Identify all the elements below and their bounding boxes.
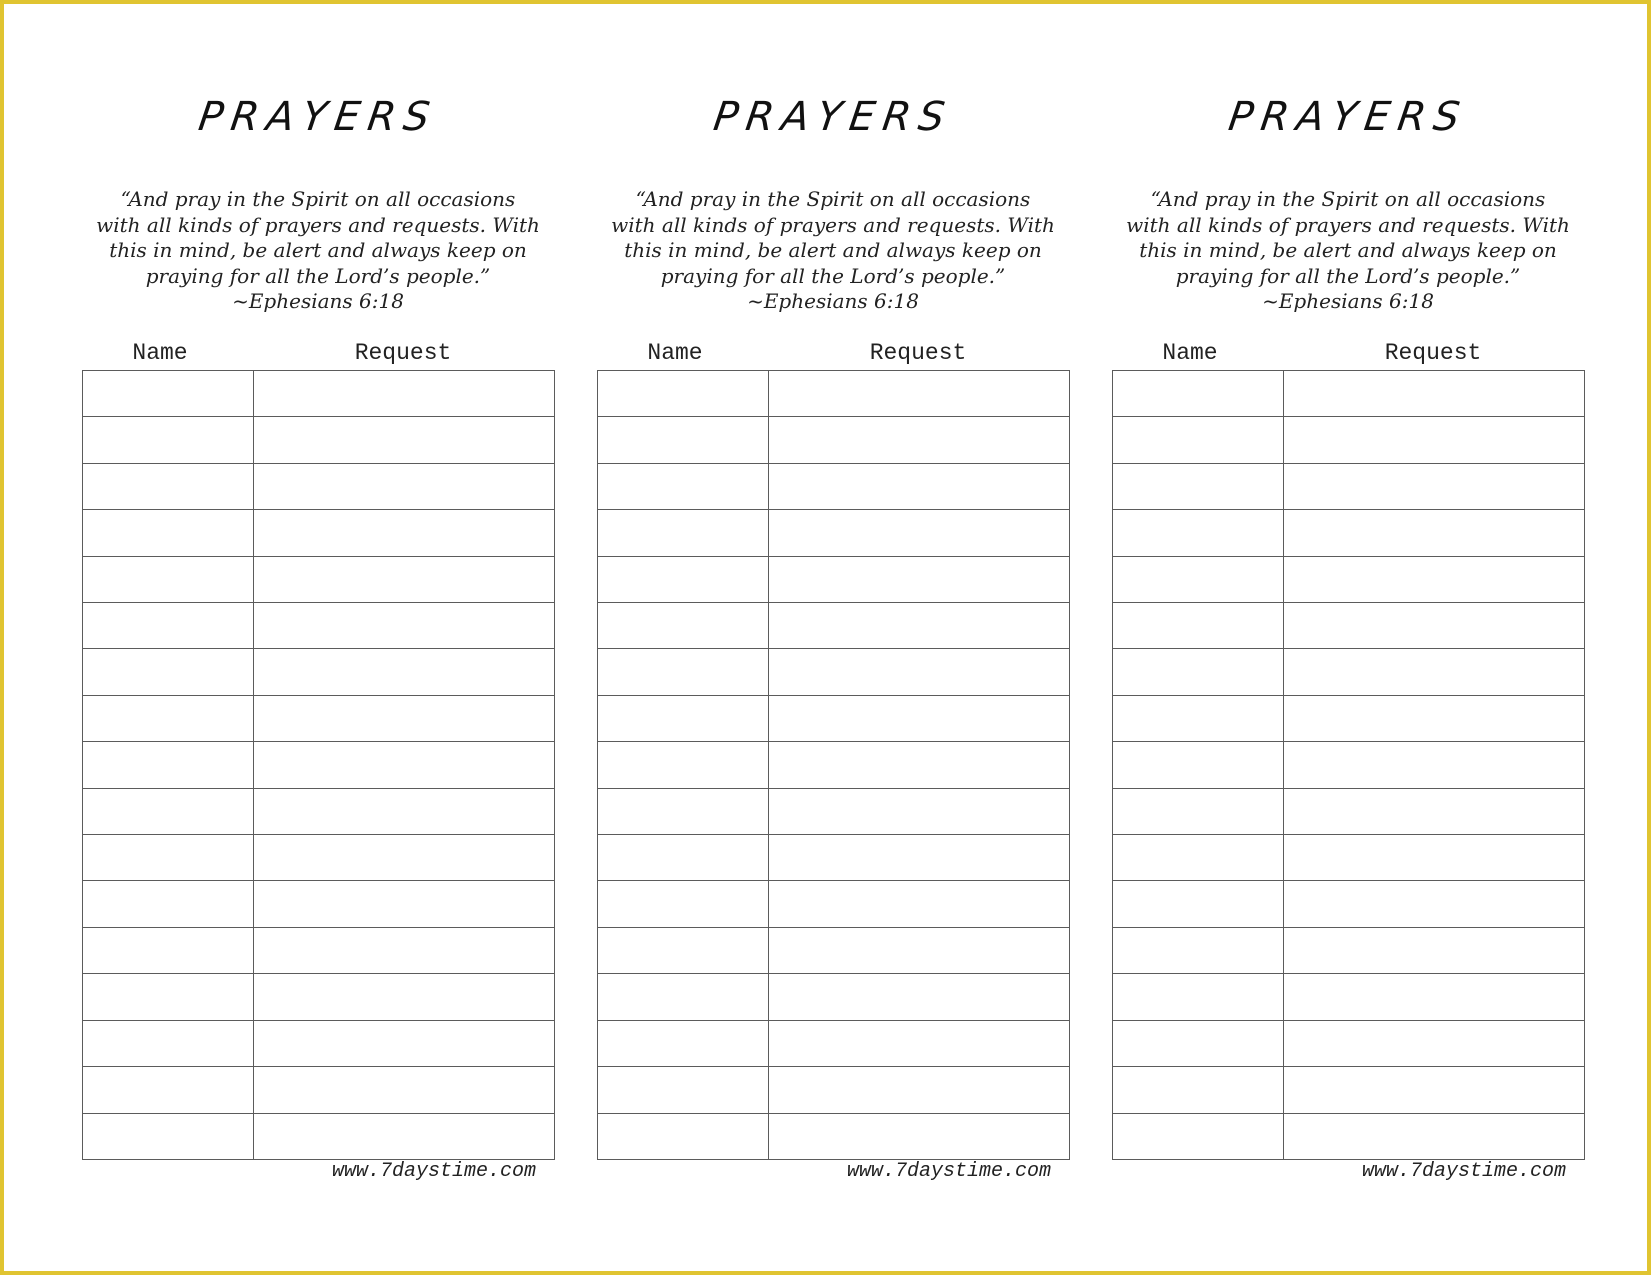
request-cell	[1284, 371, 1585, 417]
prayer-panel	[82, 4, 554, 1279]
column-header-request: Request	[869, 340, 967, 366]
table-row	[598, 1067, 1070, 1113]
name-cell	[1113, 417, 1284, 463]
request-cell	[769, 695, 1070, 741]
name-cell	[83, 1067, 254, 1113]
table-row	[83, 1113, 555, 1160]
footer-url: www.7daystime.com	[1361, 1160, 1566, 1183]
name-cell	[598, 788, 769, 834]
request-cell	[1284, 742, 1585, 788]
table-row	[83, 695, 555, 741]
name-cell	[1113, 788, 1284, 834]
request-cell	[254, 556, 555, 602]
verse-line: this in mind, be alert and always keep on	[109, 238, 527, 262]
request-cell	[769, 463, 1070, 509]
table-row	[1113, 556, 1585, 602]
name-cell	[598, 649, 769, 695]
column-header-name: Name	[647, 340, 703, 366]
name-cell	[598, 881, 769, 927]
verse-citation: ~Ephesians 6:18	[1262, 289, 1434, 313]
table-row	[598, 463, 1070, 509]
table-row	[1113, 742, 1585, 788]
request-cell	[254, 974, 555, 1020]
request-cell	[1284, 649, 1585, 695]
name-cell	[1113, 556, 1284, 602]
table-row	[83, 417, 555, 463]
table-row	[1113, 788, 1585, 834]
name-cell	[598, 510, 769, 556]
name-cell	[598, 463, 769, 509]
verse-line: praying for all the Lord’s people.”	[145, 263, 491, 288]
request-cell	[769, 1067, 1070, 1113]
name-cell	[598, 603, 769, 649]
request-cell	[254, 463, 555, 509]
name-cell	[598, 1113, 769, 1160]
table-row	[598, 510, 1070, 556]
table-row	[1113, 835, 1585, 881]
name-cell	[1113, 695, 1284, 741]
request-cell	[1284, 695, 1585, 741]
name-cell	[1113, 1113, 1284, 1160]
request-cell	[254, 371, 555, 417]
name-cell	[1113, 1067, 1284, 1113]
request-cell	[769, 835, 1070, 881]
request-cell	[1284, 788, 1585, 834]
name-cell	[1113, 742, 1284, 788]
request-cell	[1284, 603, 1585, 649]
table-row	[1113, 510, 1585, 556]
name-cell	[1113, 1020, 1284, 1066]
name-cell	[83, 463, 254, 509]
table-row	[83, 742, 555, 788]
request-cell	[254, 417, 555, 463]
request-cell	[1284, 927, 1585, 973]
verse-line: “And pray in the Spirit on all occasions	[1150, 187, 1546, 211]
table-row	[598, 835, 1070, 881]
name-cell	[83, 788, 254, 834]
request-cell	[254, 1113, 555, 1160]
name-cell	[598, 695, 769, 741]
table-row	[83, 649, 555, 695]
table-row	[83, 1067, 555, 1113]
verse-quote	[82, 187, 554, 315]
verse-line: with all kinds of prayers and requests. With	[611, 212, 1055, 237]
verse-line: “And pray in the Spirit on all occasions	[635, 187, 1031, 211]
request-cell	[254, 927, 555, 973]
name-cell	[1113, 881, 1284, 927]
column-header-request: Request	[1384, 340, 1482, 366]
table-row	[83, 881, 555, 927]
request-cell	[769, 881, 1070, 927]
name-cell	[83, 881, 254, 927]
table-row	[598, 927, 1070, 973]
request-cell	[769, 742, 1070, 788]
prayer-table	[82, 370, 555, 1160]
request-cell	[254, 788, 555, 834]
verse-line: praying for all the Lord’s people.”	[1175, 263, 1521, 288]
request-cell	[769, 788, 1070, 834]
request-cell	[1284, 510, 1585, 556]
table-row	[598, 649, 1070, 695]
name-cell	[598, 835, 769, 881]
table-row	[83, 510, 555, 556]
name-cell	[1113, 603, 1284, 649]
footer-url: www.7daystime.com	[846, 1160, 1051, 1183]
name-cell	[1113, 974, 1284, 1020]
table-row	[1113, 417, 1585, 463]
name-cell	[83, 974, 254, 1020]
verse-line: this in mind, be alert and always keep on	[624, 238, 1042, 262]
name-cell	[1113, 510, 1284, 556]
table-row	[83, 371, 555, 417]
request-cell	[1284, 974, 1585, 1020]
verse-line: this in mind, be alert and always keep on	[1139, 238, 1557, 262]
panel-title: PRAYERS	[710, 94, 956, 140]
table-row	[1113, 603, 1585, 649]
request-cell	[769, 974, 1070, 1020]
request-cell	[769, 371, 1070, 417]
name-cell	[83, 510, 254, 556]
name-cell	[83, 417, 254, 463]
verse-citation: ~Ephesians 6:18	[747, 289, 919, 313]
request-cell	[254, 603, 555, 649]
request-cell	[254, 1067, 555, 1113]
panel-title: PRAYERS	[1225, 94, 1471, 140]
name-cell	[1113, 927, 1284, 973]
prayer-panel	[597, 4, 1069, 1279]
prayer-table	[1112, 370, 1585, 1160]
table-row	[598, 742, 1070, 788]
request-cell	[254, 649, 555, 695]
table-row	[83, 603, 555, 649]
name-cell	[83, 695, 254, 741]
verse-quote	[1112, 187, 1584, 315]
request-cell	[769, 510, 1070, 556]
request-cell	[769, 1020, 1070, 1066]
name-cell	[83, 1020, 254, 1066]
table-row	[1113, 927, 1585, 973]
request-cell	[769, 927, 1070, 973]
name-cell	[83, 556, 254, 602]
table-row	[598, 603, 1070, 649]
name-cell	[83, 1113, 254, 1160]
name-cell	[598, 927, 769, 973]
table-row	[598, 788, 1070, 834]
request-cell	[1284, 417, 1585, 463]
table-row	[83, 927, 555, 973]
table-row	[598, 881, 1070, 927]
request-cell	[769, 417, 1070, 463]
verse-quote	[597, 187, 1069, 315]
table-row	[1113, 371, 1585, 417]
table-row	[1113, 695, 1585, 741]
request-cell	[1284, 1020, 1585, 1066]
table-row	[1113, 463, 1585, 509]
column-header-name: Name	[132, 340, 188, 366]
table-row	[598, 695, 1070, 741]
table-row	[1113, 1067, 1585, 1113]
name-cell	[598, 1067, 769, 1113]
verse-line: praying for all the Lord’s people.”	[660, 263, 1006, 288]
request-cell	[254, 835, 555, 881]
request-cell	[254, 1020, 555, 1066]
table-row	[598, 1020, 1070, 1066]
name-cell	[598, 742, 769, 788]
request-cell	[1284, 881, 1585, 927]
table-row	[83, 835, 555, 881]
table-row	[598, 556, 1070, 602]
request-cell	[1284, 835, 1585, 881]
table-row	[83, 463, 555, 509]
name-cell	[83, 835, 254, 881]
name-cell	[83, 649, 254, 695]
table-row	[83, 556, 555, 602]
table-row	[83, 1020, 555, 1066]
name-cell	[1113, 463, 1284, 509]
name-cell	[598, 1020, 769, 1066]
column-header-request: Request	[354, 340, 452, 366]
table-row	[83, 974, 555, 1020]
request-cell	[254, 695, 555, 741]
name-cell	[83, 371, 254, 417]
request-cell	[254, 881, 555, 927]
request-cell	[254, 510, 555, 556]
name-cell	[83, 927, 254, 973]
verse-line: “And pray in the Spirit on all occasions	[120, 187, 516, 211]
name-cell	[598, 417, 769, 463]
table-row	[598, 371, 1070, 417]
request-cell	[769, 556, 1070, 602]
table-row	[598, 1113, 1070, 1160]
verse-line: with all kinds of prayers and requests. With	[1126, 212, 1570, 237]
table-row	[1113, 649, 1585, 695]
column-header-name: Name	[1162, 340, 1218, 366]
request-cell	[1284, 1067, 1585, 1113]
name-cell	[598, 556, 769, 602]
table-row	[598, 974, 1070, 1020]
table-row	[1113, 1113, 1585, 1160]
request-cell	[769, 649, 1070, 695]
name-cell	[1113, 371, 1284, 417]
prayer-panel	[1112, 4, 1584, 1279]
name-cell	[1113, 835, 1284, 881]
table-row	[1113, 881, 1585, 927]
table-row	[83, 788, 555, 834]
table-row	[598, 417, 1070, 463]
request-cell	[769, 603, 1070, 649]
name-cell	[1113, 649, 1284, 695]
table-row	[1113, 974, 1585, 1020]
request-cell	[1284, 556, 1585, 602]
panel-title: PRAYERS	[195, 94, 441, 140]
name-cell	[83, 742, 254, 788]
verse-citation: ~Ephesians 6:18	[232, 289, 404, 313]
name-cell	[598, 974, 769, 1020]
verse-line: with all kinds of prayers and requests. With	[96, 212, 540, 237]
name-cell	[598, 371, 769, 417]
name-cell	[83, 603, 254, 649]
table-row	[1113, 1020, 1585, 1066]
footer-url: www.7daystime.com	[331, 1160, 536, 1183]
request-cell	[254, 742, 555, 788]
request-cell	[1284, 1113, 1585, 1160]
prayer-table	[597, 370, 1070, 1160]
request-cell	[769, 1113, 1070, 1160]
request-cell	[1284, 463, 1585, 509]
